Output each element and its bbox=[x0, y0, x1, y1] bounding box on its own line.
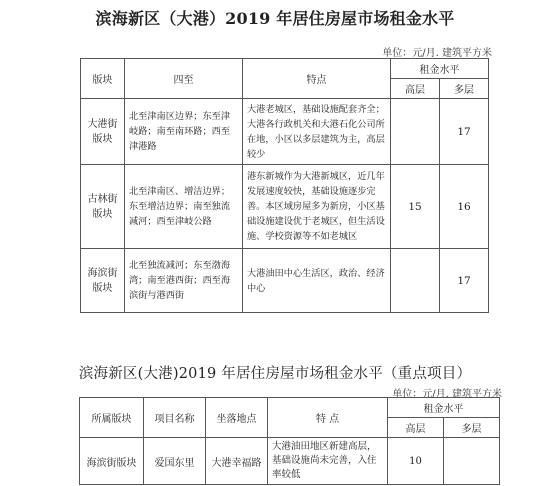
row-boundary: 北至独流减河；东至渤海湾；南至港西街；西至海滨街与港西街 bbox=[125, 249, 243, 313]
row-feature: 大港老城区，基础设施配套齐全；大港各行政机关和大港石化公司所在地，小区以多层建筑为主，高层较少 bbox=[243, 99, 391, 165]
header-rent: 租金水平 bbox=[391, 59, 489, 79]
row-multi: 17 bbox=[440, 99, 489, 165]
header-area: 所属版块 bbox=[80, 398, 144, 438]
row-area: 古林街版块 bbox=[81, 165, 125, 249]
row-area: 海滨街版块 bbox=[80, 438, 144, 485]
table-row bbox=[81, 165, 489, 249]
table1-unit: 单位：元/月. 建筑平方米 bbox=[382, 48, 492, 59]
row-feature: 港东新城作为大港新城区，近几年发展速度较快，基础设施逐步完善。本区域房屋多为新房，小区基础设施建设优于老城区，但生活设施、学校资源等不如老城区 bbox=[243, 165, 391, 249]
table2-unit: 单位：元/月. 建筑平方米 bbox=[392, 389, 502, 400]
row-high bbox=[391, 249, 440, 313]
table-row bbox=[80, 438, 500, 485]
row-feature: 大港油田地区新建高层，基础设施尚未完善，入住率较低 bbox=[268, 438, 388, 485]
rent-table-projects bbox=[79, 397, 500, 485]
row-multi: 17 bbox=[440, 249, 489, 313]
rent-table-main bbox=[80, 58, 489, 313]
header-multi: 多层 bbox=[444, 418, 500, 438]
row-high: 15 bbox=[391, 165, 440, 249]
row-high: 10 bbox=[388, 438, 444, 485]
header-rent: 租金水平 bbox=[388, 398, 500, 418]
header-high: 高层 bbox=[391, 79, 440, 99]
row-project: 爱国东里 bbox=[144, 438, 206, 485]
row-area: 海滨街版块 bbox=[81, 249, 125, 313]
header-location: 坐落地点 bbox=[206, 398, 268, 438]
row-boundary: 北至津南区、增洁边界；东至增洁边界；南至独流减河；西至津岐公路 bbox=[125, 165, 243, 249]
table1-title: 滨海新区（大港）2019 年居住房屋市场租金水平 bbox=[95, 9, 455, 28]
header-feature: 特点 bbox=[243, 59, 391, 99]
header-high: 高层 bbox=[388, 418, 444, 438]
row-high bbox=[391, 99, 440, 165]
row-multi: 16 bbox=[440, 165, 489, 249]
table2-title: 滨海新区(大港)2019 年居住房屋市场租金水平（重点项目） bbox=[78, 366, 472, 382]
table1-header-row-1 bbox=[81, 59, 489, 79]
table2-header-row-1 bbox=[80, 398, 500, 418]
header-feature: 特 点 bbox=[268, 398, 388, 438]
row-multi bbox=[444, 438, 500, 485]
row-location: 大港幸福路 bbox=[206, 438, 268, 485]
header-multi: 多层 bbox=[440, 79, 489, 99]
table-row bbox=[81, 249, 489, 313]
row-feature: 大港油田中心生活区，政治、经济中心 bbox=[243, 249, 391, 313]
header-project: 项目名称 bbox=[144, 398, 206, 438]
row-boundary: 北至津南区边界；东至津岐路；南至南环路；西至津港路 bbox=[125, 99, 243, 165]
row-area: 大港街版块 bbox=[81, 99, 125, 165]
table-row bbox=[81, 99, 489, 165]
header-area: 版块 bbox=[81, 59, 125, 99]
header-boundary: 四至 bbox=[125, 59, 243, 99]
